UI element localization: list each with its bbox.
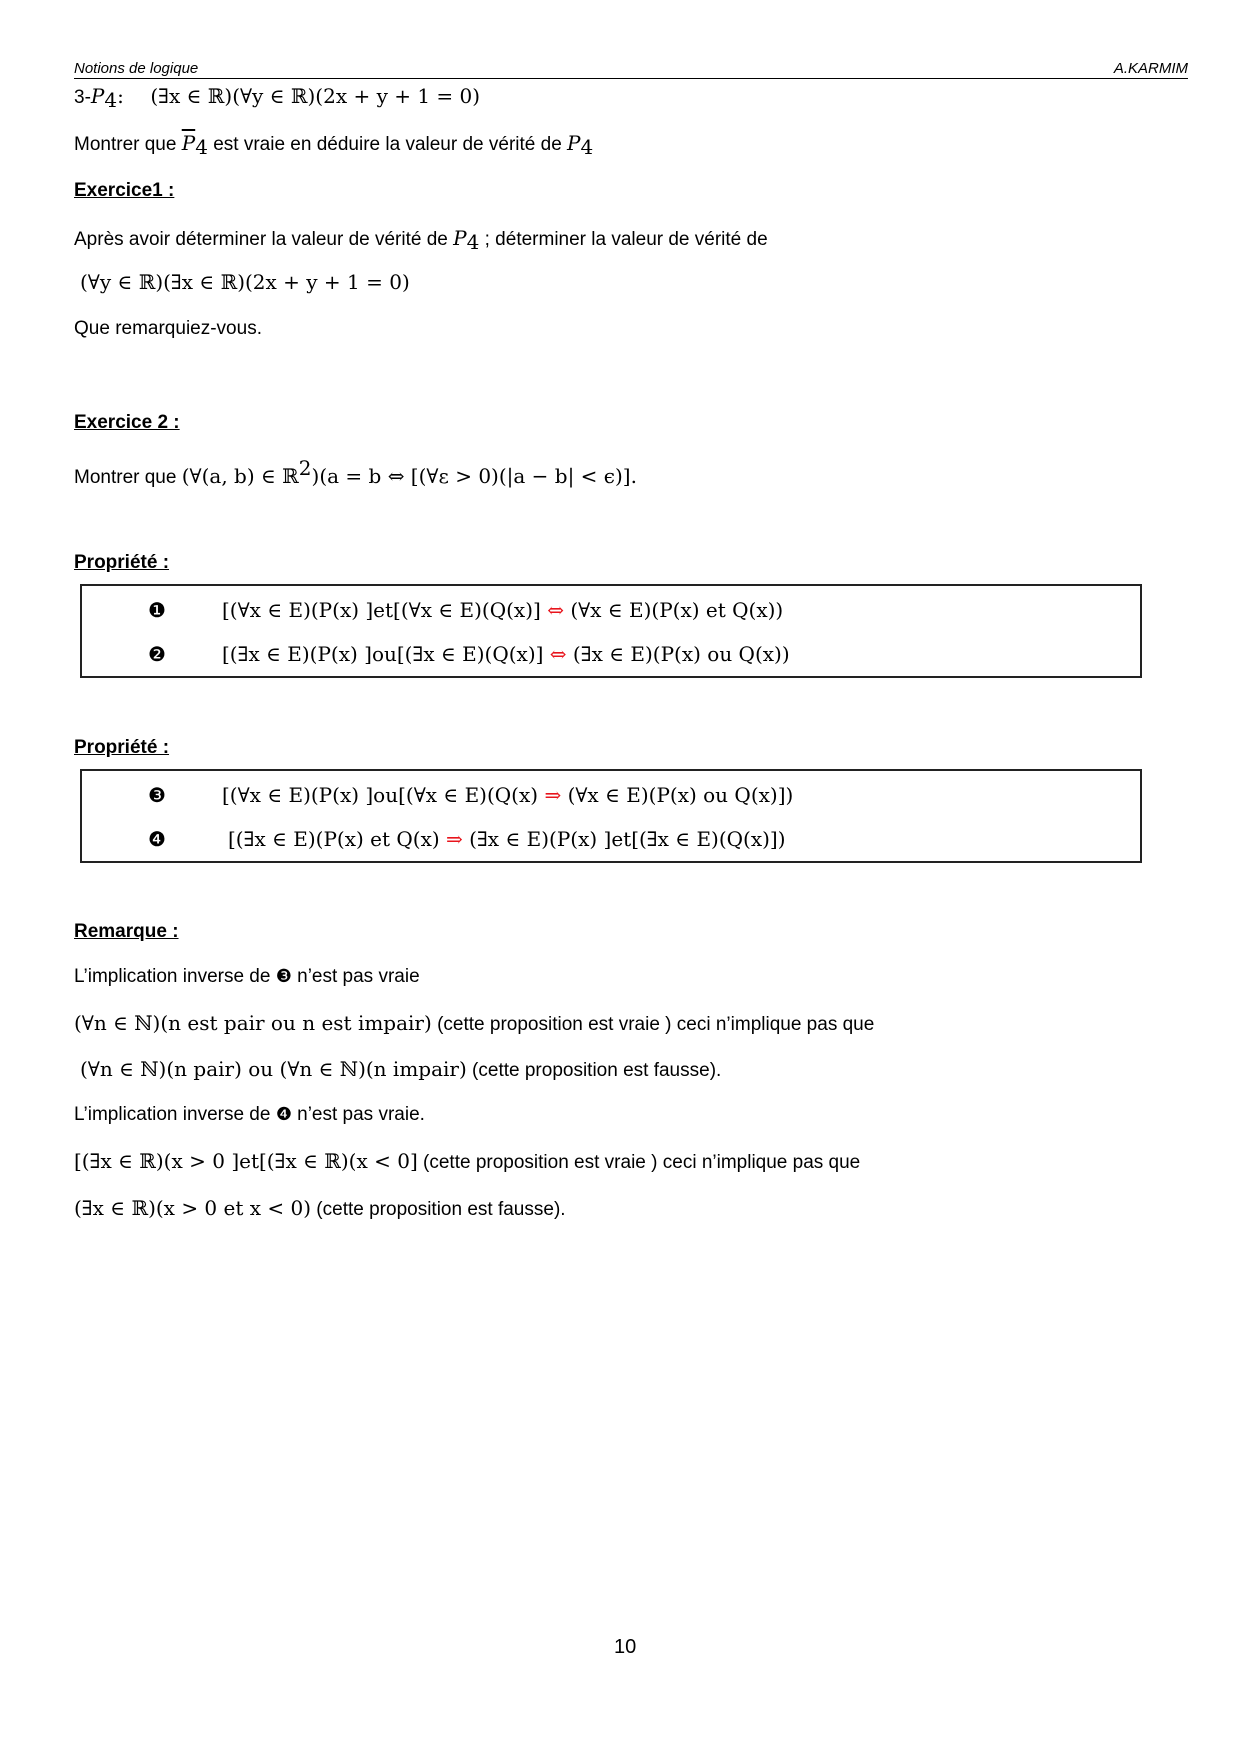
propriete1-box — [80, 584, 1142, 678]
propriete2-item-3 — [222, 783, 793, 807]
propriete1-heading: Propriété : — [74, 552, 170, 573]
remarque-line-3-text: (cette proposition est fausse). — [466, 1060, 722, 1081]
header-course-title: Notions de logique — [74, 60, 199, 77]
p4-name: P — [90, 84, 105, 108]
p4-ref-sub: 4 — [466, 230, 480, 254]
propriete2-box — [80, 769, 1142, 863]
propriete2-item-3-right: (∀x ∈ E)(P(x) ou Q(x)]) — [567, 783, 794, 807]
remarque-line-2 — [74, 1011, 874, 1036]
p4-sub: 4 — [104, 88, 118, 112]
show-text-middle: est vraie en déduire la valeur de vérité de — [207, 134, 568, 155]
remarque-line-4-text-after: n’est pas vraie. — [291, 1104, 425, 1125]
equivalence-icon: ⇔ — [549, 642, 567, 666]
p4-ref: P — [567, 131, 581, 155]
bullet-1-icon: ❶ — [148, 598, 166, 622]
exercice2-formula-part1: (∀(a, b) ∈ ℝ — [181, 464, 299, 488]
remarque-line-6-text: (cette proposition est fausse). — [311, 1199, 566, 1220]
show-instruction — [74, 131, 593, 159]
exercice1-heading: Exercice1 : — [74, 180, 175, 201]
remarque-line-6 — [74, 1196, 566, 1221]
propriete1-item-2-right: (∃x ∈ E)(P(x) ou Q(x)) — [572, 642, 790, 666]
remarque-line-2-formula: (∀n ∈ ℕ)(n est pair ou n est impair) — [74, 1011, 432, 1035]
remarque-line-5 — [74, 1149, 860, 1174]
remarque-line-1-text: L’implication inverse de — [74, 966, 276, 987]
implication-icon: ⇒ — [446, 827, 463, 851]
propriete1-item-1-right: (∀x ∈ E)(P(x) et Q(x)) — [570, 598, 784, 622]
remarque-line-4-text: L’implication inverse de — [74, 1104, 276, 1125]
remarque-heading: Remarque : — [74, 921, 179, 942]
p4-negation-sub: 4 — [195, 135, 208, 159]
p4-definition — [74, 84, 480, 112]
exercice1-text-before: Après avoir déterminer la valeur de vérité de — [74, 229, 454, 250]
exercice1-text-after: ; déterminer la valeur de vérité de — [479, 229, 768, 250]
implication-icon: ⇒ — [544, 783, 562, 807]
bullet-4-icon: ❹ — [275, 1104, 292, 1125]
page-number: 10 — [614, 1636, 637, 1658]
equivalence-icon: ⇔ — [547, 598, 564, 622]
bullet-4-icon: ❹ — [148, 827, 166, 851]
propriete1-item-2 — [222, 642, 790, 666]
p4-colon: : — [117, 84, 124, 108]
remarque-line-5-text: (cette proposition est vraie ) ceci n’implique pas que — [417, 1152, 861, 1173]
p4-formula: (∃x ∈ ℝ)(∀y ∈ ℝ)(2x + y + 1 = 0) — [150, 84, 481, 108]
exercice1-statement — [74, 226, 768, 254]
remarque-line-1 — [74, 966, 420, 988]
exercice2-statement — [74, 456, 637, 489]
propriete1-item-1 — [222, 598, 783, 622]
show-text-before: Montrer que — [74, 134, 182, 155]
propriete1-item-2-left: [(∃x ∈ E)(P(x) ]ou[(∃x ∈ E)(Q(x)] — [222, 642, 544, 666]
exercice2-heading: Exercice 2 : — [74, 412, 180, 433]
bullet-2-icon: ❷ — [148, 642, 166, 666]
propriete1-item-1-left: [(∀x ∈ E)(P(x) ]et[(∀x ∈ E)(Q(x)] — [222, 598, 541, 622]
exercice2-exponent: 2 — [298, 456, 312, 480]
remarque-line-2-text: (cette proposition est vraie ) ceci n’implique pas que — [431, 1014, 875, 1035]
bullet-3-icon: ❸ — [275, 966, 292, 987]
propriete2-item-4 — [228, 827, 786, 851]
propriete2-item-4-right: (∃x ∈ E)(P(x) ]et[(∃x ∈ E)(Q(x)]) — [469, 827, 786, 851]
p4-ref-sub: 4 — [580, 135, 594, 159]
propriete2-item-4-left: [(∃x ∈ E)(P(x) et Q(x) — [228, 827, 440, 851]
remarque-line-5-formula: [(∃x ∈ ℝ)(x > 0 ]et[(∃x ∈ ℝ)(x < 0] — [74, 1149, 418, 1173]
remarque-line-6-formula: (∃x ∈ ℝ)(x > 0 et x < 0) — [74, 1196, 312, 1220]
bullet-3-icon: ❸ — [148, 783, 166, 807]
header-author: A.KARMIM — [1113, 60, 1188, 77]
exercice1-formula: (∀y ∈ ℝ)(∃x ∈ ℝ)(2x + y + 1 = 0) — [80, 270, 410, 294]
header-rule — [74, 78, 1188, 79]
p4-ref: P — [453, 226, 467, 250]
remarque-line-1-text-after: n’est pas vraie — [291, 966, 420, 987]
remarque-line-4 — [74, 1104, 425, 1126]
exercice2-formula-part2: )(a = b ⇔ [(∀ε > 0)(|a − b| < ϵ)]. — [311, 464, 637, 488]
p4-label: 3- — [74, 87, 91, 108]
propriete2-heading: Propriété : — [74, 737, 170, 758]
propriete2-item-3-left: [(∀x ∈ E)(P(x) ]ou[(∀x ∈ E)(Q(x) — [222, 783, 539, 807]
exercice2-text: Montrer que — [74, 467, 182, 488]
remarque-line-3 — [80, 1057, 721, 1082]
remarque-line-3-formula: (∀n ∈ ℕ)(n pair) ou (∀n ∈ ℕ)(n impair) — [80, 1057, 467, 1081]
exercice1-question: Que remarquiez-vous. — [74, 318, 262, 339]
p4-negation: $\overline{P}$ — [181, 131, 196, 155]
